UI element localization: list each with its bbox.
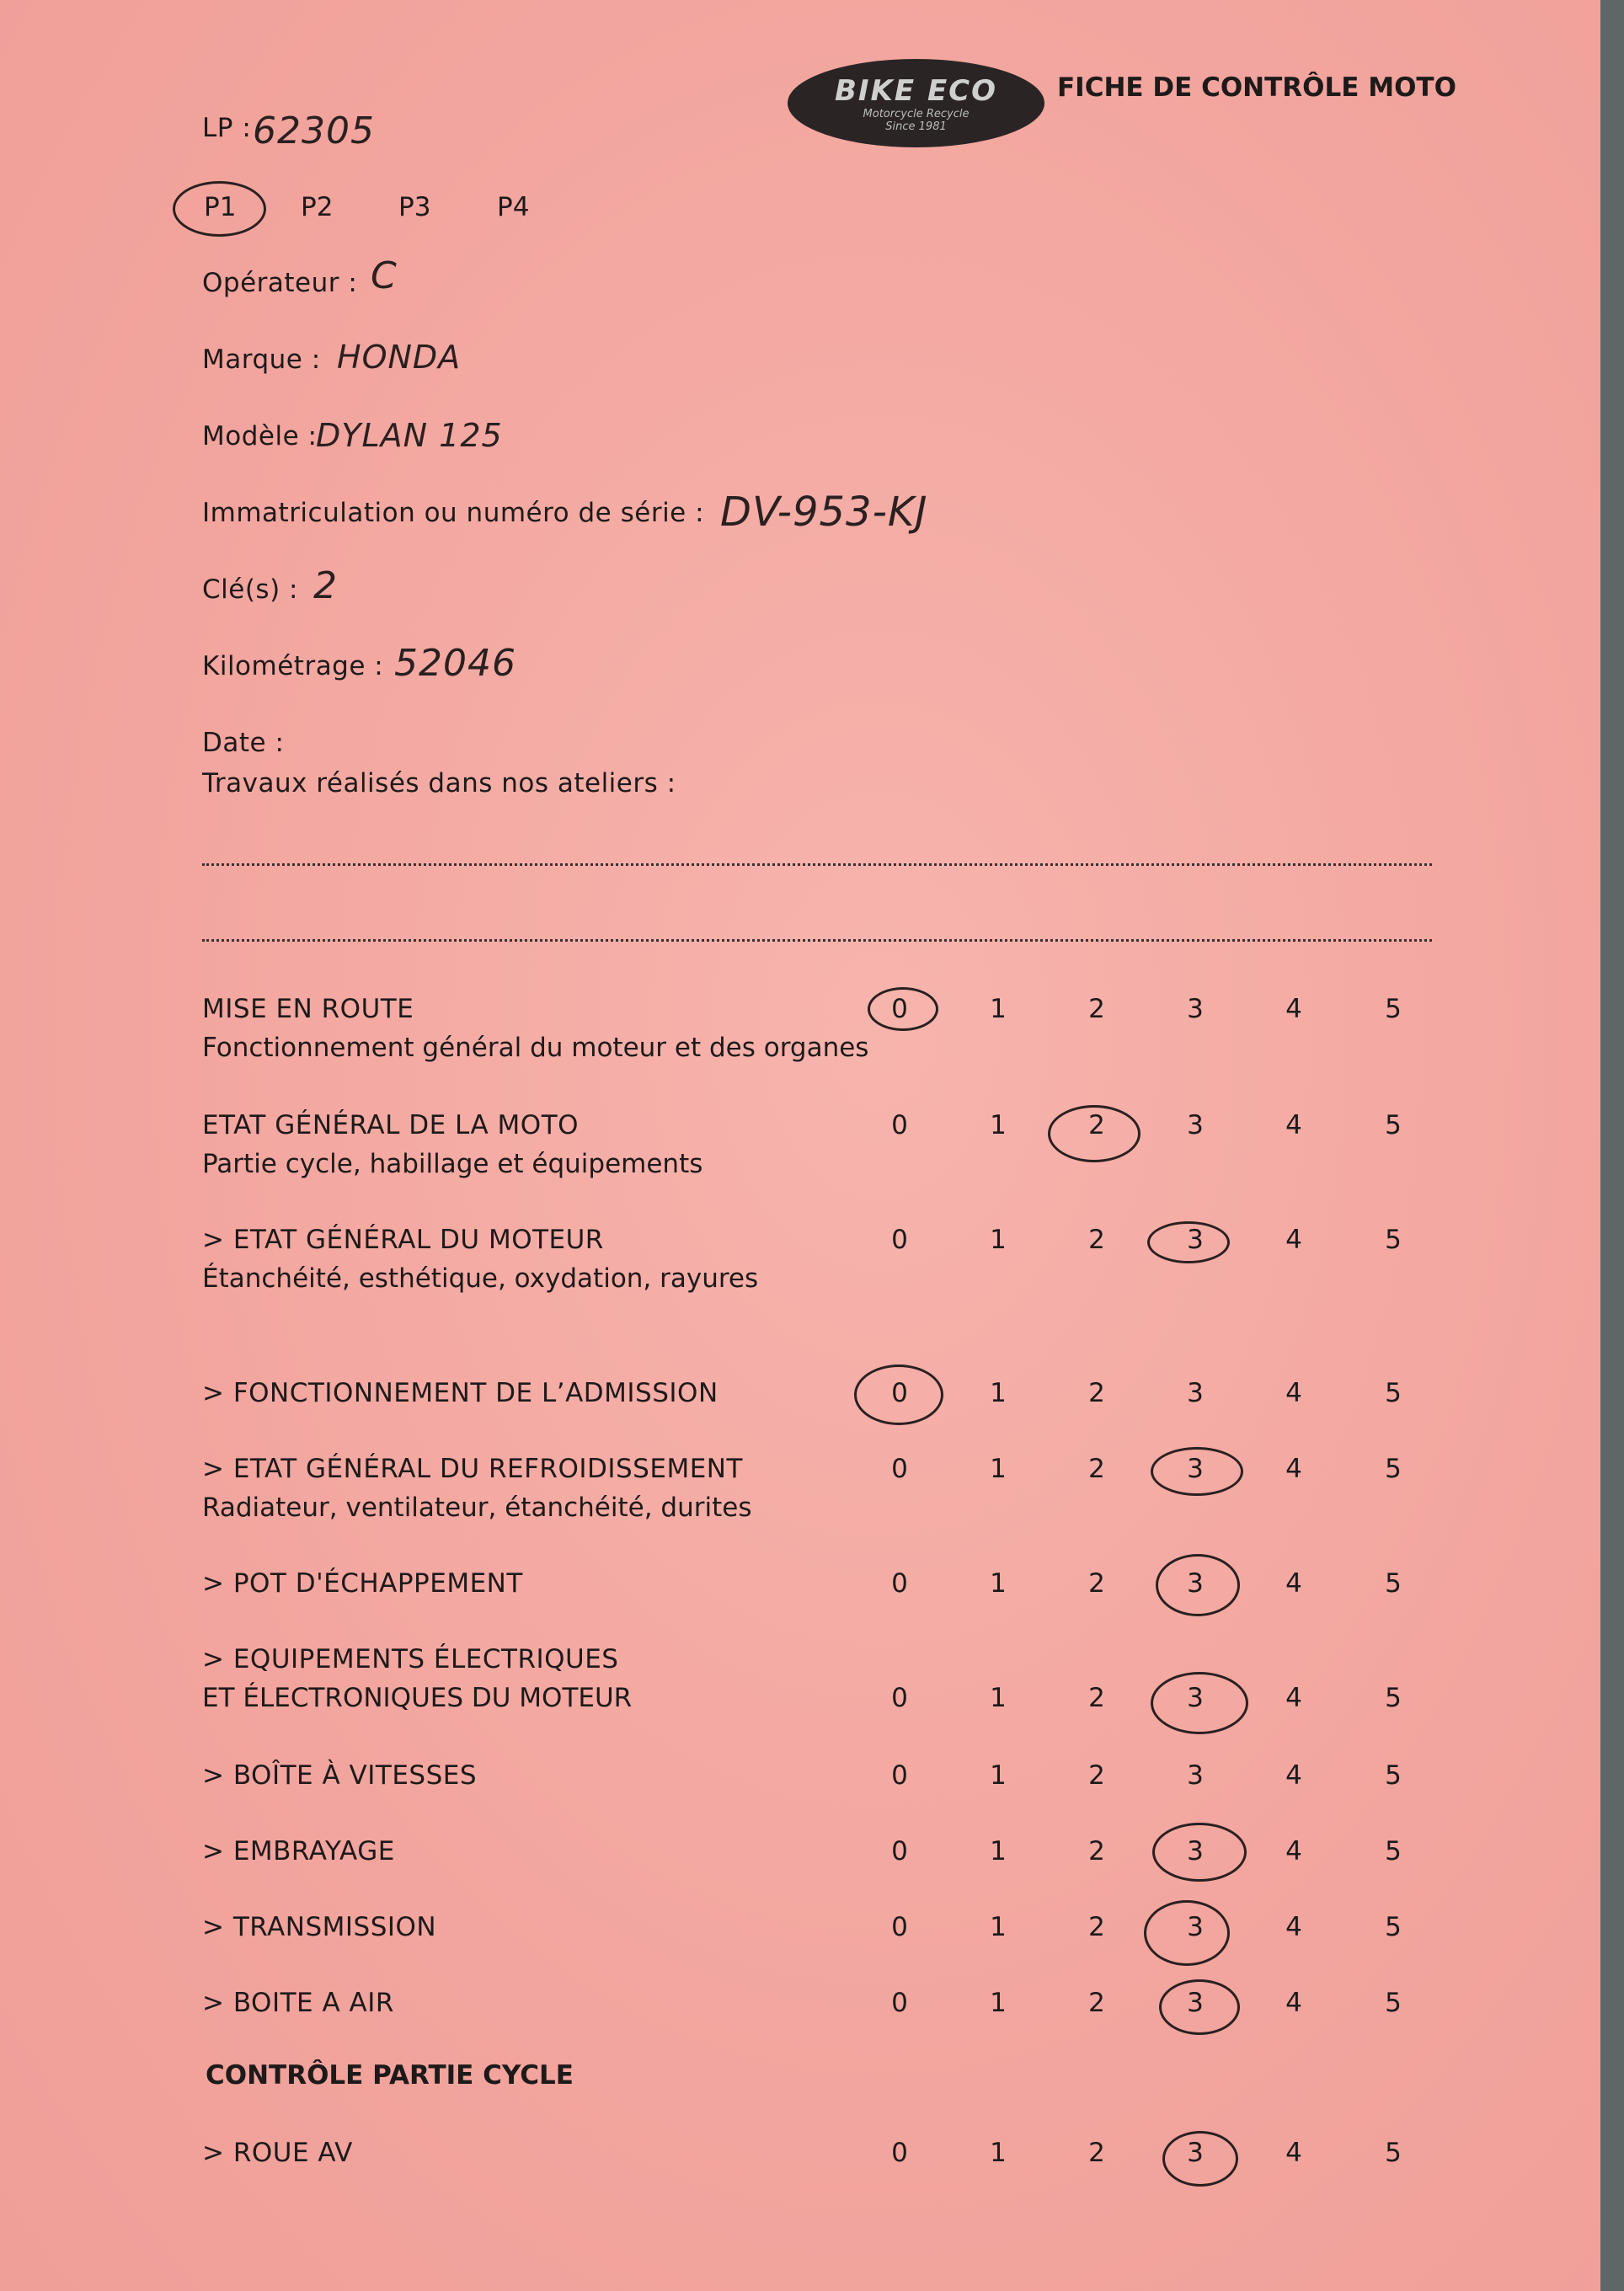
row-2-score-3[interactable]: 3	[1187, 1225, 1204, 1255]
bike-eco-logo	[788, 59, 1044, 147]
row-10-score-1[interactable]: 1	[990, 1988, 1007, 2018]
row-1-score-3[interactable]: 3	[1187, 1110, 1204, 1140]
row-8-score-3[interactable]: 3	[1187, 1836, 1204, 1866]
row-4-score-1[interactable]: 1	[990, 1454, 1007, 1484]
row-3-score-4[interactable]: 4	[1285, 1378, 1302, 1408]
priority-p3[interactable]: P3	[398, 192, 431, 222]
row-5-score-4[interactable]: 4	[1285, 1568, 1302, 1599]
row-4-title: > ETAT GÉNÉRAL DU REFROIDISSEMENT	[202, 1454, 743, 1484]
immatriculation-value[interactable]: DV-953-KJ	[720, 489, 928, 536]
travaux-line-2[interactable]	[202, 939, 1432, 942]
row-6-title: > EQUIPEMENTS ÉLECTRIQUES	[202, 1644, 619, 1674]
row-1-score-2[interactable]: 2	[1088, 1110, 1105, 1140]
row-1-score-5[interactable]: 5	[1385, 1110, 1402, 1140]
row-5-title: > POT D'ÉCHAPPEMENT	[202, 1568, 523, 1599]
priority-p2[interactable]: P2	[301, 192, 334, 222]
row-10-score-2[interactable]: 2	[1088, 1988, 1105, 2018]
s2-row-0-score-4[interactable]: 4	[1285, 2138, 1302, 2168]
row-5-score-5[interactable]: 5	[1385, 1568, 1402, 1599]
row-10-score-0[interactable]: 0	[891, 1988, 908, 2018]
travaux-label: Travaux réalisés dans nos ateliers :	[202, 768, 676, 798]
row-0-subtitle: Fonctionnement général du moteur et des organes	[202, 1033, 869, 1063]
row-1-score-0[interactable]: 0	[891, 1110, 908, 1140]
row-9-score-2[interactable]: 2	[1088, 1912, 1105, 1942]
row-0-score-4[interactable]: 4	[1285, 994, 1302, 1024]
row-2-score-5[interactable]: 5	[1385, 1225, 1402, 1255]
row-0-title: MISE EN ROUTE	[202, 994, 414, 1024]
cles-label: Clé(s) :	[202, 574, 298, 605]
row-8-selected-circle	[1152, 1823, 1247, 1882]
row-2-selected-circle	[1147, 1221, 1230, 1263]
s2-row-0-score-5[interactable]: 5	[1385, 2138, 1402, 2168]
row-8-score-2[interactable]: 2	[1088, 1836, 1105, 1866]
row-0-score-0[interactable]: 0	[891, 994, 908, 1024]
row-6-subtitle: ET ÉLECTRONIQUES DU MOTEUR	[202, 1683, 633, 1713]
modele-label: Modèle :	[202, 421, 318, 451]
row-6-score-2[interactable]: 2	[1088, 1683, 1105, 1713]
row-4-score-2[interactable]: 2	[1088, 1454, 1105, 1484]
kilometrage-value[interactable]: 52046	[394, 642, 516, 685]
row-10-score-3[interactable]: 3	[1187, 1988, 1204, 2018]
section-partie-cycle-title: CONTRÔLE PARTIE CYCLE	[206, 2060, 574, 2091]
row-6-score-0[interactable]: 0	[891, 1683, 908, 1713]
row-7-score-5[interactable]: 5	[1385, 1760, 1402, 1791]
row-0-score-5[interactable]: 5	[1385, 994, 1402, 1024]
operateur-value[interactable]: C	[371, 254, 398, 297]
logo-brand: BIKE ECO	[834, 73, 998, 108]
row-8-score-4[interactable]: 4	[1285, 1836, 1302, 1866]
row-9-title: > TRANSMISSION	[202, 1912, 437, 1942]
row-7-score-1[interactable]: 1	[990, 1760, 1007, 1791]
row-9-score-0[interactable]: 0	[891, 1912, 908, 1942]
operateur-label: Opérateur :	[202, 268, 358, 298]
form-title: FICHE DE CONTRÔLE MOTO	[1057, 72, 1456, 103]
row-0-score-3[interactable]: 3	[1187, 994, 1204, 1024]
s2-row-0-score-0[interactable]: 0	[891, 2138, 908, 2168]
date-label: Date :	[202, 728, 285, 758]
row-8-title: > EMBRAYAGE	[202, 1836, 395, 1866]
row-9-selected-circle	[1144, 1900, 1230, 1966]
row-6-score-3[interactable]: 3	[1187, 1683, 1204, 1713]
row-9-score-4[interactable]: 4	[1285, 1912, 1302, 1942]
row-4-score-4[interactable]: 4	[1285, 1454, 1302, 1484]
row-3-score-0[interactable]: 0	[891, 1378, 908, 1408]
logo-since: Since 1981	[885, 120, 947, 133]
row-5-score-0[interactable]: 0	[891, 1568, 908, 1599]
row-4-score-3[interactable]: 3	[1187, 1454, 1204, 1484]
logo-tagline: Motorcycle Recycle	[863, 107, 970, 120]
row-6-selected-circle	[1151, 1672, 1248, 1734]
s2-row-0-score-2[interactable]: 2	[1088, 2138, 1105, 2168]
row-2-title: > ETAT GÉNÉRAL DU MOTEUR	[202, 1225, 604, 1255]
row-3-score-2[interactable]: 2	[1088, 1378, 1105, 1408]
row-2-score-0[interactable]: 0	[891, 1225, 908, 1255]
row-2-score-4[interactable]: 4	[1285, 1225, 1302, 1255]
row-1-title: ETAT GÉNÉRAL DE LA MOTO	[202, 1110, 580, 1140]
row-3-score-3[interactable]: 3	[1187, 1378, 1204, 1408]
row-5-score-3[interactable]: 3	[1187, 1568, 1204, 1599]
row-7-score-2[interactable]: 2	[1088, 1760, 1105, 1791]
s2-row-0-selected-circle	[1162, 2131, 1238, 2187]
row-10-score-5[interactable]: 5	[1385, 1988, 1402, 2018]
immatriculation-label: Immatriculation ou numéro de série :	[202, 498, 705, 528]
row-7-score-4[interactable]: 4	[1285, 1760, 1302, 1791]
s2-row-0-title: > ROUE AV	[202, 2138, 353, 2168]
row-1-score-1[interactable]: 1	[990, 1110, 1007, 1140]
priority-p4[interactable]: P4	[497, 192, 530, 222]
row-6-score-1[interactable]: 1	[990, 1683, 1007, 1713]
row-1-score-4[interactable]: 4	[1285, 1110, 1302, 1140]
row-7-score-3[interactable]: 3	[1187, 1760, 1204, 1791]
row-6-score-4[interactable]: 4	[1285, 1683, 1302, 1713]
row-5-selected-circle	[1156, 1554, 1240, 1616]
row-7-score-0[interactable]: 0	[891, 1760, 908, 1791]
row-4-score-5[interactable]: 5	[1385, 1454, 1402, 1484]
travaux-line-1[interactable]	[202, 863, 1432, 866]
s2-row-0-score-1[interactable]: 1	[990, 2138, 1007, 2168]
row-2-score-2[interactable]: 2	[1088, 1225, 1105, 1255]
cles-value[interactable]: 2	[313, 564, 338, 607]
row-8-score-0[interactable]: 0	[891, 1836, 908, 1866]
row-10-selected-circle	[1159, 1979, 1240, 2035]
kilometrage-label: Kilométrage :	[202, 651, 384, 681]
row-4-subtitle: Radiateur, ventilateur, étanchéité, durites	[202, 1493, 752, 1523]
row-4-selected-circle	[1151, 1447, 1243, 1496]
row-9-score-1[interactable]: 1	[990, 1912, 1007, 1942]
marque-label: Marque :	[202, 344, 321, 375]
row-7-title: > BOÎTE À VITESSES	[202, 1760, 478, 1791]
row-2-score-1[interactable]: 1	[990, 1225, 1007, 1255]
row-3-score-5[interactable]: 5	[1385, 1378, 1402, 1408]
row-3-score-1[interactable]: 1	[990, 1378, 1007, 1408]
row-1-subtitle: Partie cycle, habillage et équipements	[202, 1149, 703, 1179]
row-0-selected-circle	[868, 987, 938, 1031]
row-5-score-2[interactable]: 2	[1088, 1568, 1105, 1599]
row-2-subtitle: Étanchéité, esthétique, oxydation, rayures	[202, 1263, 759, 1294]
s2-row-0-score-3[interactable]: 3	[1187, 2138, 1204, 2168]
row-0-score-2[interactable]: 2	[1088, 994, 1105, 1024]
row-8-score-5[interactable]: 5	[1385, 1836, 1402, 1866]
row-9-score-5[interactable]: 5	[1385, 1912, 1402, 1942]
row-10-score-4[interactable]: 4	[1285, 1988, 1302, 2018]
row-8-score-1[interactable]: 1	[990, 1836, 1007, 1866]
priority-p1[interactable]: P1	[204, 192, 237, 222]
row-5-score-1[interactable]: 1	[990, 1568, 1007, 1599]
lp-label: LP :	[202, 113, 252, 143]
row-0-score-1[interactable]: 1	[990, 994, 1007, 1024]
row-6-score-5[interactable]: 5	[1385, 1683, 1402, 1713]
row-9-score-3[interactable]: 3	[1187, 1912, 1204, 1942]
row-4-score-0[interactable]: 0	[891, 1454, 908, 1484]
row-1-selected-circle	[1048, 1105, 1141, 1162]
row-3-title: > FONCTIONNEMENT DE L’ADMISSION	[202, 1378, 719, 1408]
marque-value[interactable]: HONDA	[337, 339, 462, 376]
row-10-title: > BOITE A AIR	[202, 1988, 394, 2018]
modele-value[interactable]: DYLAN 125	[316, 417, 503, 454]
lp-value[interactable]: 62305	[253, 109, 375, 152]
row-3-selected-circle	[854, 1364, 943, 1425]
